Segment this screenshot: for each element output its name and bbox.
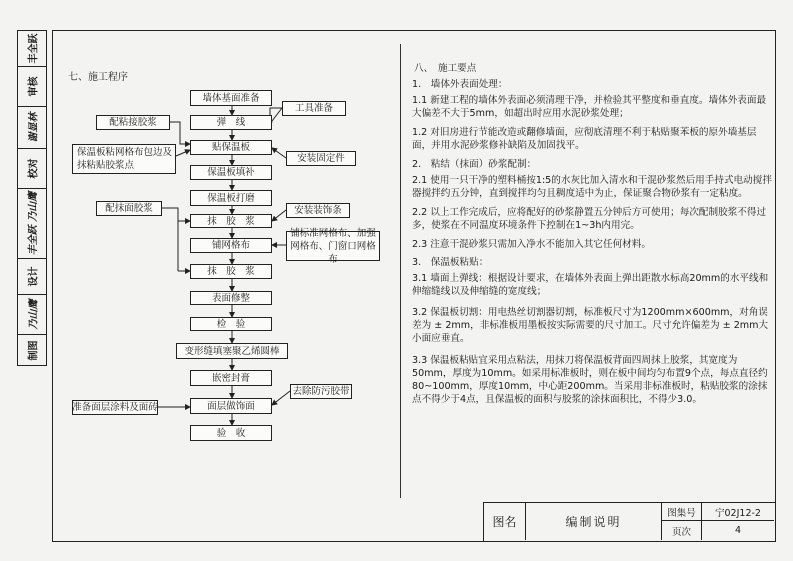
note-p10: 3.2 保温板切割：用电热丝切割器切割，标准板尺寸为1200mm×600mm，对角误差为 ± 2mm，非标准板用墨板按实际需要的尺寸加工。尺寸允许偏差为 ± 2mm大小面应垂直。 [412, 307, 769, 344]
sig-name-4: 乃山鹰 [28, 299, 40, 330]
note-p3: 1.2 对旧房进行节能改造或翻修墙面，应彻底清理不利于粘贴聚苯板的原外墙基层面，并用水泥砂浆修补缺陷及加固找平。 [412, 127, 757, 151]
title-block [483, 502, 776, 542]
note-p8: 3. 保温板粘贴： [412, 257, 489, 268]
flow-step-14: 验 收 [190, 425, 272, 441]
flow-side-right-1: 工具准备 [282, 101, 346, 116]
note-p9: 3.1 墙面上弹线：根据设计要求，在墙体外表面上弹出距散水标高20mm的水平线和伸缩缝线以及伸缩缝的宽度线； [412, 273, 769, 297]
tb-atlas-value: 宁02J12-2 [702, 503, 774, 521]
sig-name-3: 丰全跃 乃山鹰 [28, 191, 40, 256]
sig-cell-5 [18, 189, 46, 259]
note-p4: 2. 粘结（抹面）砂浆配制： [412, 159, 537, 170]
tb-tuming-label: 图名 [484, 503, 526, 540]
flow-step-8: 抹 胶 浆 [190, 264, 272, 279]
tb-title: 编制说明 [526, 503, 662, 540]
sig-role-check: 校对 [28, 158, 40, 179]
flow-step-5: 保温板打磨 [190, 190, 272, 206]
note-p7: 2.3 注意干混砂浆只需加入净水不能加入其它任何材料。 [412, 239, 651, 250]
tb-atlas-label: 图集号 [662, 503, 702, 521]
note-p6: 2.2 以上工作完成后，应将配好的砂浆静置五分钟后方可使用；每次配制胶浆不得过多，使浆在不同温度环境条件下控制在1~3h内用完。 [412, 207, 767, 231]
sig-role-review: 审核 [28, 76, 40, 97]
note-p11: 3.3 保温板粘贴宜采用点粘法，用抹刀将保温板背面四周抹上胶浆，其宽度为50mm，厚度为10mm。如采用标准板时，则在板中间均匀布置9个点，每点直径约80~100mm，厚度10mm，中心距200mm。当采用非标准板时，粘贴胶浆的涂抹点不得少于4点，且保温板的面积与胶浆的涂抹面积比，不得少3.0。 [412, 355, 768, 405]
note-p2: 1.1 新建工程的墙体外表面必须清理干净，并检验其平整度和垂直度。墙体外表面最大偏差不大于5mm，如超出时应用水泥砂浆处理； [412, 95, 767, 119]
sig-role-design: 设计 [28, 266, 40, 287]
sig-cell-7 [18, 295, 46, 335]
flow-side-right-2: 安装固定件 [286, 151, 356, 166]
flow-side-left-1: 配粘接胶浆 [96, 115, 170, 130]
tb-page-label: 页次 [662, 521, 702, 540]
flow-step-9: 表面修整 [190, 291, 272, 305]
flow-step-3: 贴保温板 [190, 140, 272, 155]
flow-step-1: 墙体基面准备 [190, 90, 272, 106]
note-p1: 1. 墙体外表面处理： [412, 79, 508, 90]
sig-cell-2 [18, 67, 46, 107]
flow-side-right-4: 铺标准网格布、加强网格布、门窗口网格布 [286, 231, 380, 261]
note-p5: 2.1 使用一只干净的塑料桶按1:5的水灰比加入清水和干混砂浆然后用手持式电动搅拌器搅拌约五分钟，直到搅拌均匀且稠度适中为止，保证聚合物砂浆有一定粘度。 [412, 175, 772, 199]
flow-step-13: 面层做饰面 [190, 398, 272, 414]
flow-step-12: 嵌密封膏 [190, 370, 272, 386]
flow-side-left-3: 配抹面胶浆 [96, 201, 162, 216]
flow-side-left-2: 保温板粘网格布包边及抹粘贴胶浆点 [72, 144, 176, 174]
sig-cell-6 [18, 259, 46, 295]
flow-step-2: 弹 线 [190, 115, 272, 130]
flow-side-left-4: 准备面层涂料及面砖 [72, 402, 158, 413]
sig-name-1: 丰全跃 [28, 33, 40, 64]
tb-page-value: 4 [734, 525, 742, 536]
flow-side-right-5: 去除防污胶带 [290, 384, 352, 399]
sig-cell-1 [18, 31, 46, 67]
sig-cell-3 [18, 107, 46, 149]
sig-cell-8 [18, 335, 46, 365]
sig-role-draw: 制图 [28, 340, 40, 360]
flow-step-6: 抹 胶 浆 [190, 214, 272, 228]
flow-step-7: 铺网格布 [190, 238, 272, 253]
flow-step-10: 检 验 [190, 317, 272, 331]
column-divider [400, 44, 401, 498]
flow-side-right-3: 安装装饰条 [286, 203, 350, 218]
flow-step-11: 变形缝填塞聚乙烯圆棒 [176, 343, 288, 359]
sig-name-2: 谢显林 [28, 112, 40, 143]
signature-strip [17, 30, 47, 366]
sig-cell-4 [18, 149, 46, 189]
notes-heading: 八、 施工要点 [414, 63, 477, 74]
flow-step-4: 保温板填补 [190, 165, 272, 180]
flow-heading: 七、施工程序 [68, 72, 128, 83]
